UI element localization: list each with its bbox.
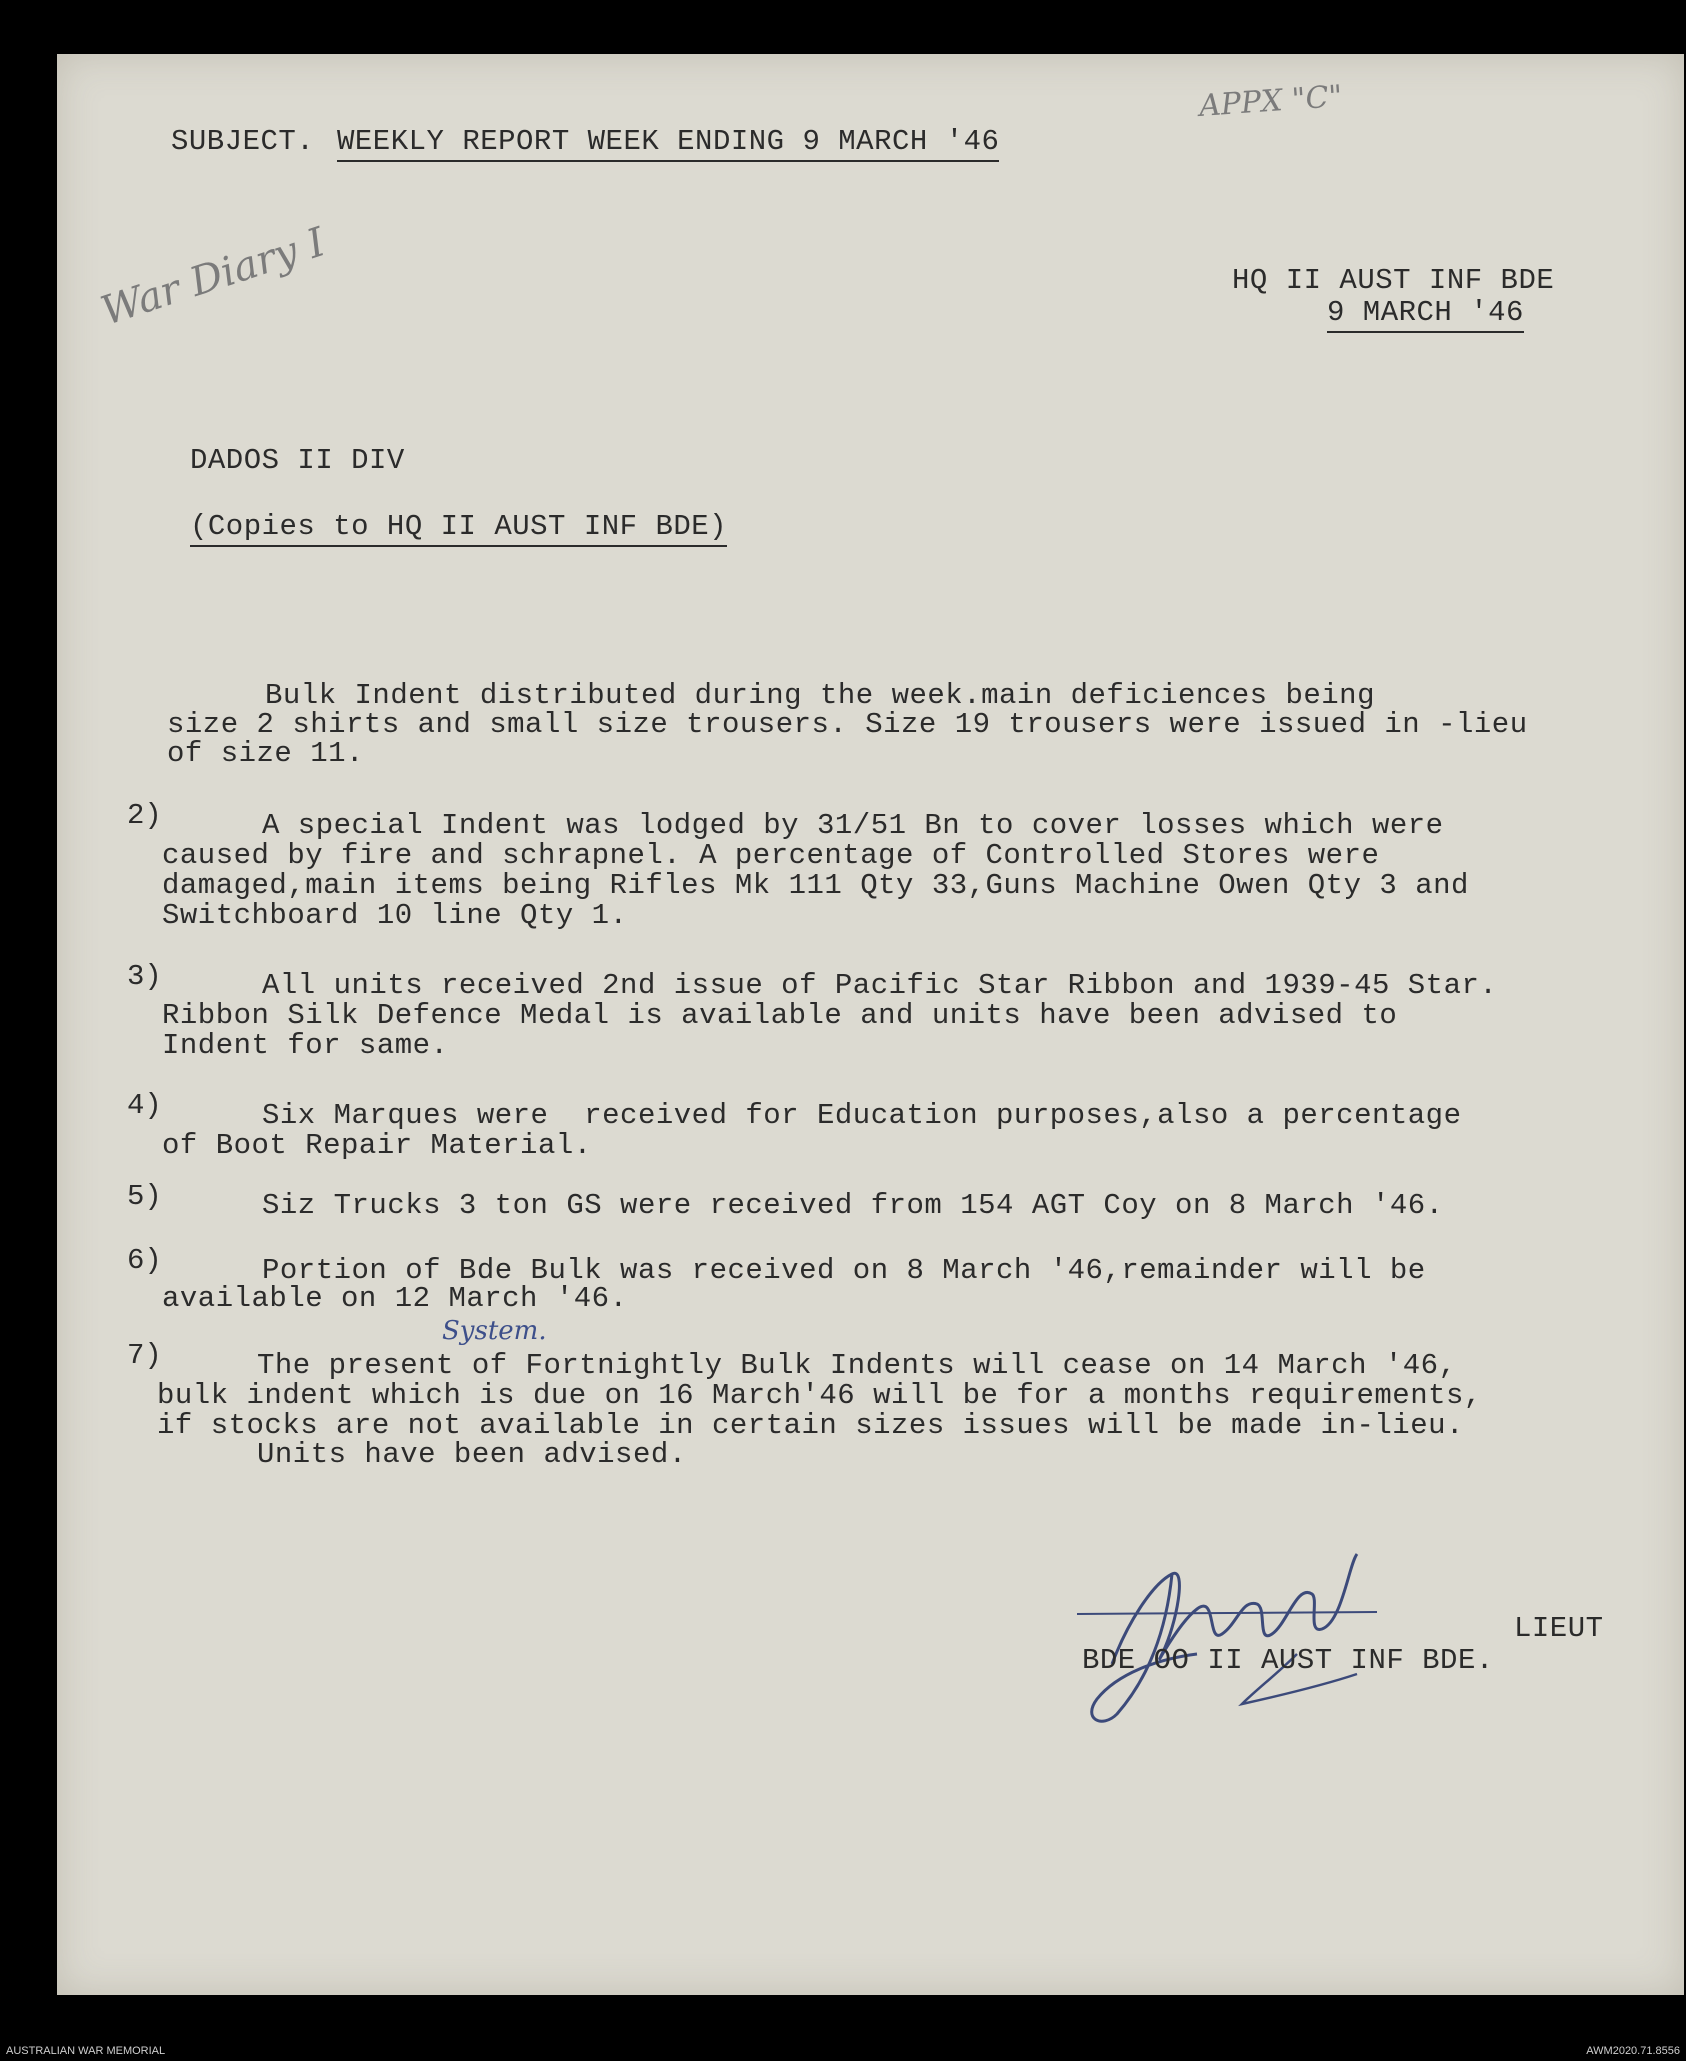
handwritten-signature [1057,1504,1477,1734]
para7-line2: bulk indent which is due on 16 March'46 will be for a months requirements, [157,1379,1482,1412]
para3-line2: Ribbon Silk Defence Medal is available and units have been advised to [162,999,1398,1032]
sender-date: 9 MARCH '46 [1327,296,1524,333]
para5-number: 5) [127,1180,162,1213]
para2-number: 2) [127,799,162,832]
para6-line1: Portion of Bde Bulk was received on 8 March '46,remainder will be [262,1254,1426,1287]
para1-line2: size 2 shirts and small size trousers. Size 19 trousers were issued in -lieu [167,708,1528,741]
para4-number: 4) [127,1089,162,1122]
para2-line3: damaged,main items being Rifles Mk 111 Qty 33,Guns Machine Owen Qty 3 and [162,869,1469,902]
para4-line2: of Boot Repair Material. [162,1129,592,1162]
para6-line2: available on 12 March '46. [162,1282,628,1315]
para4-line1: Six Marques were received for Education purposes,also a percentage [262,1099,1462,1132]
para2-line1: A special Indent was lodged by 31/51 Bn to cover losses which were [262,809,1444,842]
para7-line3: if stocks are not available in certain sizes issues will be made in-lieu. [157,1409,1464,1442]
signatory-rank: LIEUT [1514,1612,1604,1645]
subject-label: SUBJECT. [171,125,315,158]
para3-line3: Indent for same. [162,1029,449,1062]
appendix-annotation: APPX "C" [1197,79,1344,124]
para7-line1: The present of Fortnightly Bulk Indents will cease on 14 March '46, [257,1349,1457,1382]
para2-line4: Switchboard 10 line Qty 1. [162,899,628,932]
war-diary-annotation: War Diary I [95,219,331,335]
para7-number: 7) [127,1339,162,1372]
para3-line1: All units received 2nd issue of Pacific Star Ribbon and 1939-45 Star. [262,969,1498,1002]
para6-number: 6) [127,1244,162,1277]
addressee: DADOS II DIV [190,444,405,477]
para3-number: 3) [127,960,162,993]
document-page [57,54,1684,1995]
system-insertion: System. [442,1316,547,1346]
para1-line1: Bulk Indent distributed during the week.main deficiences being [265,679,1375,712]
signatory-title: BDE OO II AUST INF BDE. [1082,1644,1494,1677]
sender-unit: HQ II AUST INF BDE [1232,264,1555,297]
subject-text: WEEKLY REPORT WEEK ENDING 9 MARCH '46 [337,125,999,162]
copies-line: (Copies to HQ II AUST INF BDE) [190,510,727,547]
para1-line3: of size 11. [167,737,364,770]
footer-left: AUSTRALIAN WAR MEMORIAL [6,2045,166,2057]
footer-right: AWM2020.71.8556 [1586,2045,1680,2057]
para7-line4: Units have been advised. [257,1438,687,1471]
para5-line1: Siz Trucks 3 ton GS were received from 154 AGT Coy on 8 March '46. [262,1189,1444,1222]
para2-line2: caused by fire and schrapnel. A percentage of Controlled Stores were [162,839,1380,872]
